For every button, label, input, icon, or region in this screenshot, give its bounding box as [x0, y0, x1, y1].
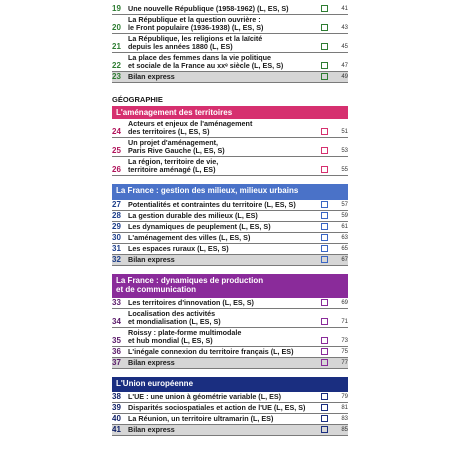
checkbox-icon[interactable]: [321, 318, 328, 325]
page-number: 47: [341, 63, 348, 69]
chapter-number: 41: [112, 425, 121, 434]
chapter-title: La gestion durable des milieux (L, ES): [128, 212, 258, 220]
toc-row[interactable]: [112, 328, 348, 347]
page-number: 83: [341, 416, 348, 422]
page-number: 79: [341, 394, 348, 400]
page-number: 81: [341, 405, 348, 411]
chapter-number: 40: [112, 414, 121, 423]
page-number: 45: [341, 44, 348, 50]
toc-row[interactable]: [112, 34, 348, 53]
toc-row[interactable]: [112, 53, 348, 72]
history-section-continued: [112, 4, 348, 83]
checkbox-icon[interactable]: [321, 43, 328, 50]
section-dynamiques-production-rows: [112, 298, 348, 369]
chapter-title: L'aménagement des villes (L, ES, S): [128, 234, 251, 242]
checkbox-icon[interactable]: [321, 404, 328, 411]
chapter-title: Une nouvelle République (1958-1962) (L, ES, S): [128, 5, 289, 13]
table-of-contents: [112, 4, 348, 436]
toc-row[interactable]: [112, 233, 348, 244]
page-number: 55: [341, 167, 348, 173]
chapter-title: Acteurs et enjeux de l'aménagement des territoires (L, ES, S): [128, 120, 253, 136]
bilan-row[interactable]: [112, 358, 348, 369]
chapter-title: La République et la question ouvrière : le Front populaire (1936-1938) (L, ES, S): [128, 16, 264, 32]
section-gestion-milieux-rows: [112, 200, 348, 266]
chapter-title: Un projet d'aménagement, Paris Rive Gauche (L, ES, S): [128, 139, 225, 155]
checkbox-icon[interactable]: [321, 147, 328, 154]
chapter-number: 36: [112, 347, 121, 356]
bilan-row[interactable]: [112, 255, 348, 266]
page-number: 67: [341, 257, 348, 263]
chapter-title: Bilan express: [128, 426, 175, 434]
chapter-title: Roissy : plate-forme multimodale et hub mondial (L, ES, S): [128, 329, 242, 345]
page-number: 49: [341, 74, 348, 80]
chapter-number: 24: [112, 127, 121, 136]
geography-heading: GÉOGRAPHIE: [112, 95, 163, 104]
chapter-number: 32: [112, 255, 121, 264]
chapter-title: La République, les religions et la laïcité depuis les années 1880 (L, ES): [128, 35, 263, 51]
checkbox-icon[interactable]: [321, 223, 328, 230]
page-number: 69: [341, 300, 348, 306]
page-number: 57: [341, 202, 348, 208]
toc-row[interactable]: [112, 309, 348, 328]
chapter-title: Disparités sociospatiales et action de l'UE (L, ES, S): [128, 404, 306, 412]
checkbox-icon[interactable]: [321, 212, 328, 219]
chapter-number: 26: [112, 165, 121, 174]
chapter-number: 20: [112, 23, 121, 32]
chapter-number: 27: [112, 200, 121, 209]
toc-row[interactable]: [112, 222, 348, 233]
checkbox-icon[interactable]: [321, 393, 328, 400]
chapter-number: 30: [112, 233, 121, 242]
chapter-number: 39: [112, 403, 121, 412]
page-number: 75: [341, 349, 348, 355]
checkbox-icon[interactable]: [321, 128, 328, 135]
toc-row[interactable]: [112, 157, 348, 176]
toc-row[interactable]: [112, 392, 348, 403]
checkbox-icon[interactable]: [321, 337, 328, 344]
page-number: 59: [341, 213, 348, 219]
chapter-title: La région, territoire de vie, territoire aménagé (L, ES): [128, 158, 219, 174]
toc-row[interactable]: [112, 414, 348, 425]
bilan-row[interactable]: [112, 72, 348, 83]
page-number: 61: [341, 224, 348, 230]
checkbox-icon[interactable]: [321, 426, 328, 433]
chapter-title: Les espaces ruraux (L, ES, S): [128, 245, 229, 253]
chapter-number: 25: [112, 146, 121, 155]
toc-row[interactable]: [112, 200, 348, 211]
checkbox-icon[interactable]: [321, 73, 328, 80]
chapter-title: Bilan express: [128, 256, 175, 264]
checkbox-icon[interactable]: [321, 166, 328, 173]
checkbox-icon[interactable]: [321, 24, 328, 31]
checkbox-icon[interactable]: [321, 234, 328, 241]
chapter-number: 35: [112, 336, 121, 345]
chapter-title: Les territoires d'innovation (L, ES, S): [128, 299, 254, 307]
checkbox-icon[interactable]: [321, 62, 328, 69]
toc-row[interactable]: [112, 403, 348, 414]
section-amenagement-rows: [112, 119, 348, 176]
chapter-title: L'UE : une union à géométrie variable (L, ES): [128, 393, 282, 401]
checkbox-icon[interactable]: [321, 415, 328, 422]
toc-row[interactable]: [112, 211, 348, 222]
toc-row[interactable]: [112, 15, 348, 34]
toc-row[interactable]: [112, 298, 348, 309]
chapter-number: 28: [112, 211, 121, 220]
toc-row[interactable]: [112, 138, 348, 157]
chapter-number: 29: [112, 222, 121, 231]
section-band-gestion-milieux: La France : gestion des milieux, milieux urbains: [112, 184, 348, 200]
checkbox-icon[interactable]: [321, 245, 328, 252]
section-band-dynamiques-production: La France : dynamiques de production et de communication: [112, 274, 348, 298]
checkbox-icon[interactable]: [321, 299, 328, 306]
page-number: 63: [341, 235, 348, 241]
chapter-title: L'inégale connexion du territoire français (L, ES): [128, 348, 294, 356]
toc-row[interactable]: [112, 4, 348, 15]
page-number: 85: [341, 427, 348, 433]
chapter-number: 37: [112, 358, 121, 367]
section-band-amenagement: L'aménagement des territoires: [112, 106, 348, 119]
chapter-number: 19: [112, 4, 121, 13]
page-number: 71: [341, 319, 348, 325]
toc-row[interactable]: [112, 244, 348, 255]
section-union-europeenne-rows: [112, 392, 348, 436]
bilan-row[interactable]: [112, 425, 348, 436]
chapter-number: 38: [112, 392, 121, 401]
checkbox-icon[interactable]: [321, 348, 328, 355]
checkbox-icon[interactable]: [321, 359, 328, 366]
page-number: 65: [341, 246, 348, 252]
chapter-number: 21: [112, 42, 121, 51]
page-number: 43: [341, 25, 348, 31]
page-number: 41: [341, 6, 348, 12]
chapter-number: 34: [112, 317, 121, 326]
toc-row[interactable]: [112, 119, 348, 138]
toc-row[interactable]: [112, 347, 348, 358]
chapter-number: 33: [112, 298, 121, 307]
page-number: 73: [341, 338, 348, 344]
chapter-title: Les dynamiques de peuplement (L, ES, S): [128, 223, 271, 231]
checkbox-icon[interactable]: [321, 256, 328, 263]
chapter-title: La Réunion, un territoire ultramarin (L, ES): [128, 415, 274, 423]
chapter-number: 22: [112, 61, 121, 70]
page-number: 53: [341, 148, 348, 154]
checkbox-icon[interactable]: [321, 201, 328, 208]
page-number: 77: [341, 360, 348, 366]
page-number: 51: [341, 129, 348, 135]
chapter-title: Potentialités et contraintes du territoire (L, ES, S): [128, 201, 296, 209]
chapter-title: La place des femmes dans la vie politique et sociale de la France au xxᵉ siècle (L, ES, S): [128, 54, 284, 70]
section-band-union-europeenne: L'Union européenne: [112, 377, 348, 392]
chapter-number: 23: [112, 72, 121, 81]
chapter-number: 31: [112, 244, 121, 253]
chapter-title: Bilan express: [128, 359, 175, 367]
chapter-title: Localisation des activités et mondialisation (L, ES, S): [128, 310, 221, 326]
checkbox-icon[interactable]: [321, 5, 328, 12]
chapter-title: Bilan express: [128, 73, 175, 81]
